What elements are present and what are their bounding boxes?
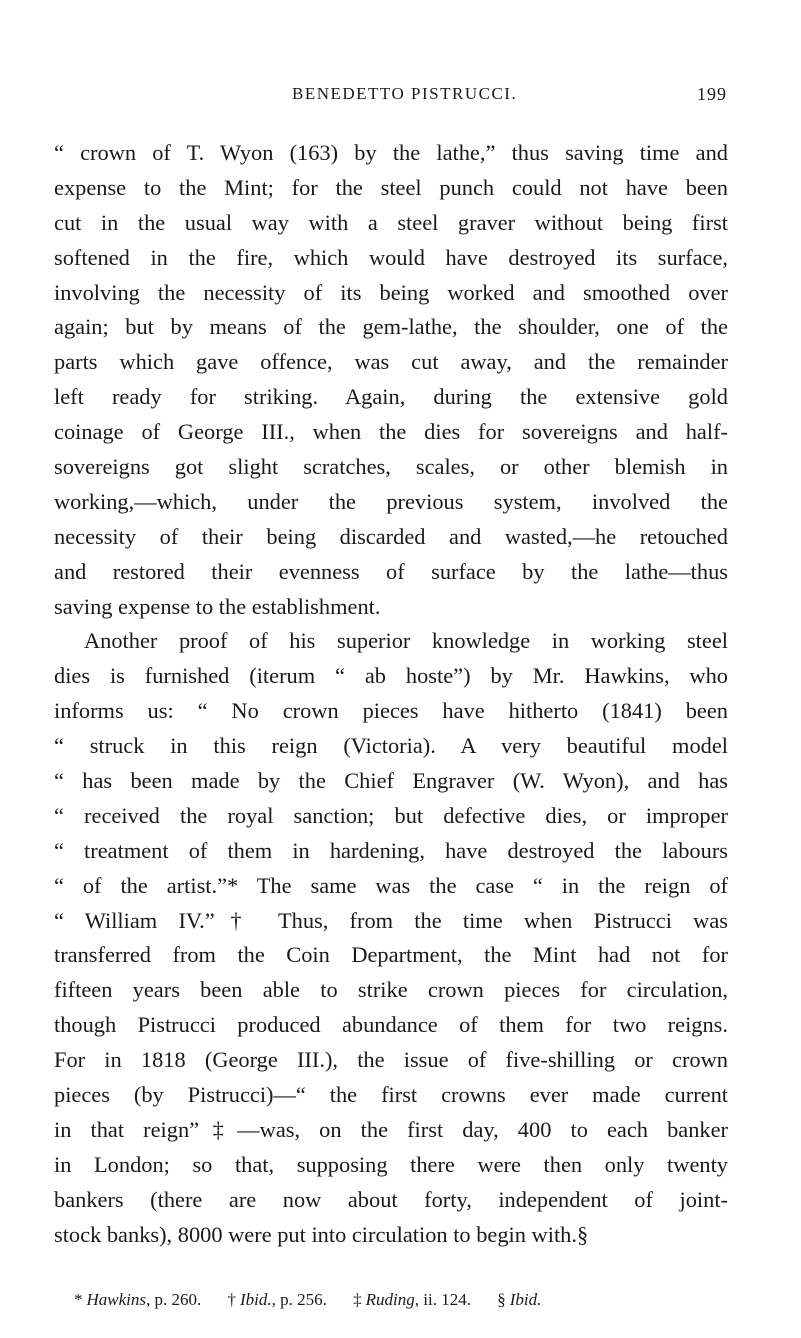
text-line: though Pistrucci produced abundance of them for two reigns. — [54, 1012, 728, 1038]
text-line: “ William IV.”† Thus, from the time when Pistrucci was — [54, 907, 728, 933]
body-text — [54, 136, 728, 1253]
footnote-ref: , p. 256. — [271, 1290, 327, 1309]
footnote — [228, 1290, 327, 1309]
page-header — [0, 84, 801, 108]
running-head: BENEDETTO PISTRUCCI. — [292, 84, 518, 103]
page-number: 199 — [697, 84, 727, 104]
footnote-mark: † — [227, 1290, 236, 1309]
text-line: Another proof of his superior knowledge in working steel — [84, 628, 728, 654]
text-line: informs us: “ No crown pieces have hitherto (1841) been — [54, 698, 728, 724]
text-line: cut in the usual way with a steel graver without being first — [54, 209, 728, 235]
text-line: involving the necessity of its being worked and smoothed over — [54, 279, 728, 305]
footnote-ref: , ii. 124. — [414, 1290, 471, 1309]
text-line: softened in the fire, which would have destroyed its surface, — [54, 244, 728, 270]
text-line: necessity of their being discarded and wasted,—he retouched — [54, 523, 728, 549]
text-line: “ crown of T. Wyon (163) by the lathe,” thus saving time and — [54, 140, 728, 165]
footnotes — [74, 1290, 754, 1310]
text-line: in that reign”‡—was, on the first day, 400 to each banker — [54, 1116, 728, 1142]
text-line: in London; so that, supposing there were then only twenty — [54, 1151, 728, 1177]
footnote — [497, 1290, 541, 1309]
text-line: saving expense to the establishment. — [54, 593, 381, 619]
text-line: fifteen years been able to strike crown pieces for circulation, — [54, 977, 728, 1003]
text-line: coinage of George III., when the dies for sovereigns and half- — [54, 419, 728, 445]
text-line: left ready for striking. Again, during the extensive gold — [54, 384, 728, 410]
text-line: dies is furnished (iterum “ ab hoste”) by Mr. Hawkins, who — [54, 663, 728, 689]
footnote-mark: § — [497, 1290, 506, 1309]
text-line: For in 1818 (George III.), the issue of five-shilling or crown — [54, 1047, 728, 1073]
text-line: bankers (there are now about forty, independent of joint- — [54, 1186, 728, 1212]
text-line: “ struck in this reign (Victoria). A very beautiful model — [54, 733, 728, 759]
footnote-source: Ibid. — [240, 1290, 272, 1309]
text-line: pieces (by Pistrucci)—“ the first crowns ever made current — [54, 1082, 728, 1108]
footnote-source: Hawkins — [86, 1290, 146, 1309]
footnote-source: Ruding — [365, 1290, 415, 1309]
footnote-mark: ‡ — [353, 1290, 362, 1309]
footnote-mark: * — [74, 1290, 83, 1309]
footnote — [353, 1290, 471, 1309]
text-line: “ has been made by the Chief Engraver (W. Wyon), and has — [54, 768, 728, 794]
text-line: “ of the artist.”* The same was the case “ in the reign of — [54, 872, 728, 898]
footnote-source: Ibid. — [509, 1290, 542, 1309]
footnote — [74, 1290, 201, 1309]
text-line: parts which gave offence, was cut away, and the remainder — [54, 349, 728, 375]
text-line: “ treatment of them in hardening, have destroyed the labours — [54, 837, 728, 863]
footnote-ref: , p. 260. — [146, 1290, 202, 1309]
text-line: stock banks), 8000 were put into circulation to begin with.§ — [54, 1221, 589, 1247]
text-line: again; but by means of the gem-lathe, the shoulder, one of the — [54, 314, 728, 340]
text-line: sovereigns got slight scratches, scales, or other blemish in — [54, 454, 728, 480]
text-line: expense to the Mint; for the steel punch could not have been — [54, 174, 728, 200]
text-line: working,—which, under the previous system, involved the — [54, 488, 728, 514]
text-line: “ received the royal sanction; but defective dies, or improper — [54, 802, 728, 828]
text-line: and restored their evenness of surface by the lathe—thus — [54, 558, 728, 584]
text-line: transferred from the Coin Department, the Mint had not for — [54, 942, 728, 968]
